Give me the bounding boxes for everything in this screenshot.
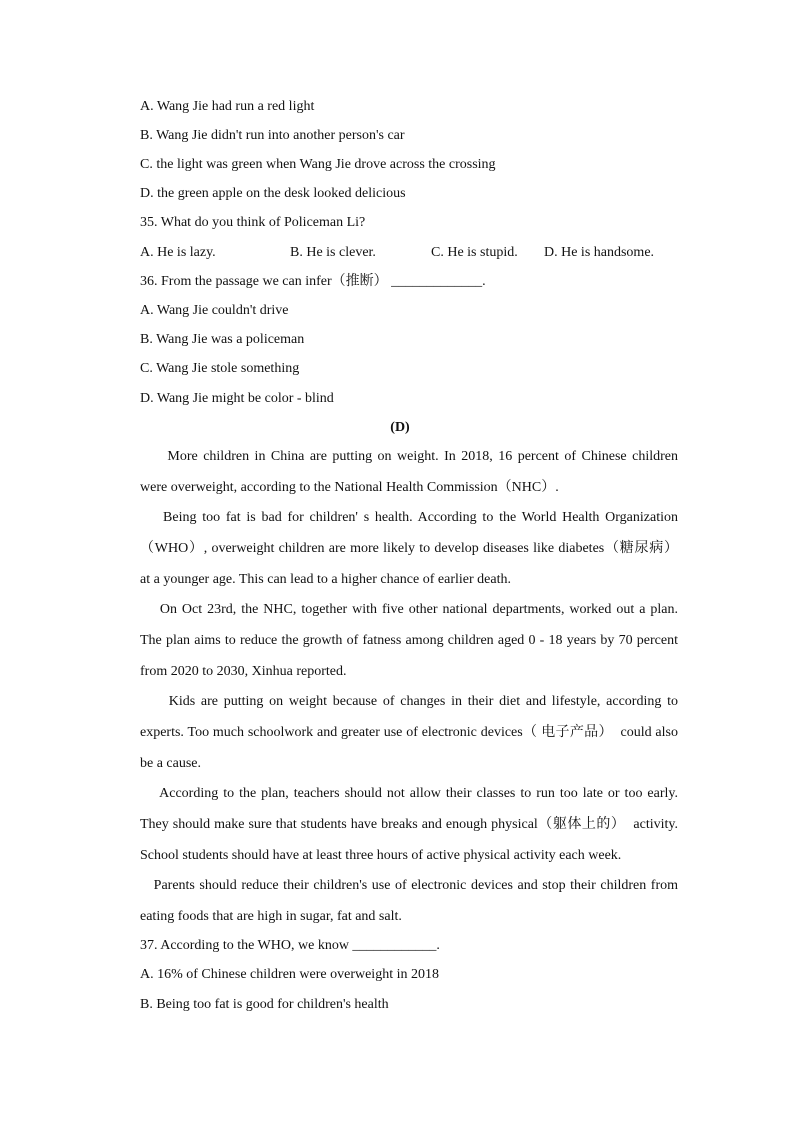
passage-p5-line1: According to the plan, teachers should not allow their classes to run too late or too early.	[140, 786, 678, 801]
passage-p4-line3: be a cause.	[140, 756, 202, 771]
q35-option-d: D. He is handsome.	[544, 245, 655, 260]
passage-p6-line1: Parents should reduce their children's use of electronic devices and stop their children from	[140, 878, 678, 893]
passage-p3-line3: from 2020 to 2030, Xinhua reported.	[140, 664, 347, 679]
passage-p6-line2: eating foods that are high in sugar, fat and salt.	[140, 909, 402, 924]
passage-p2-line2: （WHO）, overweight children are more likely to develop diseases like diabetes（糖尿病）	[140, 541, 678, 556]
q34-option-b: B. Wang Jie didn't run into another person's car	[140, 128, 405, 143]
q35-question: 35. What do you think of Policeman Li?	[140, 215, 366, 230]
q37-option-b: B. Being too fat is good for children's health	[140, 997, 389, 1012]
q37-question: 37. According to the WHO, we know ____________.	[140, 938, 440, 953]
section-title: (D)	[390, 420, 410, 435]
passage-p2-line3: at a younger age. This can lead to a higher chance of earlier death.	[140, 572, 511, 587]
q37-option-a: A. 16% of Chinese children were overweight in 2018	[140, 967, 439, 982]
q35-option-c: C. He is stupid.	[431, 245, 518, 260]
q35-option-b: B. He is clever.	[290, 245, 376, 260]
passage-p1-line2: were overweight, according to the National Health Commission（NHC）.	[140, 480, 559, 495]
q36-option-c: C. Wang Jie stole something	[140, 361, 300, 376]
passage-p1-line1: More children in China are putting on weight. In 2018, 16 percent of Chinese children	[140, 449, 678, 464]
q36-option-b: B. Wang Jie was a policeman	[140, 332, 305, 347]
q35-option-a: A. He is lazy.	[140, 245, 216, 260]
passage-p5-line2: They should make sure that students have breaks and enough physical（躯体上的） activity.	[140, 817, 678, 832]
q34-option-d: D. the green apple on the desk looked delicious	[140, 186, 406, 201]
passage-p4-line1: Kids are putting on weight because of changes in their diet and lifestyle, according to	[140, 694, 678, 709]
q34-option-c: C. the light was green when Wang Jie drove across the crossing	[140, 157, 496, 172]
q34-option-a: A. Wang Jie had run a red light	[140, 99, 315, 114]
q36-question: 36. From the passage we can infer（推断） _____________.	[140, 274, 486, 289]
passage-p4-line2: experts. Too much schoolwork and greater use of electronic devices（ 电子产品） could also	[140, 725, 678, 740]
q36-option-d: D. Wang Jie might be color - blind	[140, 391, 334, 406]
passage-p5-line3: School students should have at least three hours of active physical activity each week.	[140, 848, 622, 863]
passage-p2-line1: Being too fat is bad for children' s health. According to the World Health Organization	[140, 510, 678, 525]
q36-option-a: A. Wang Jie couldn't drive	[140, 303, 289, 318]
passage-p3-line1: On Oct 23rd, the NHC, together with five other national departments, worked out a plan.	[140, 602, 678, 617]
passage-p3-line2: The plan aims to reduce the growth of fatness among children aged 0 - 18 years by 70 percent	[140, 633, 678, 648]
